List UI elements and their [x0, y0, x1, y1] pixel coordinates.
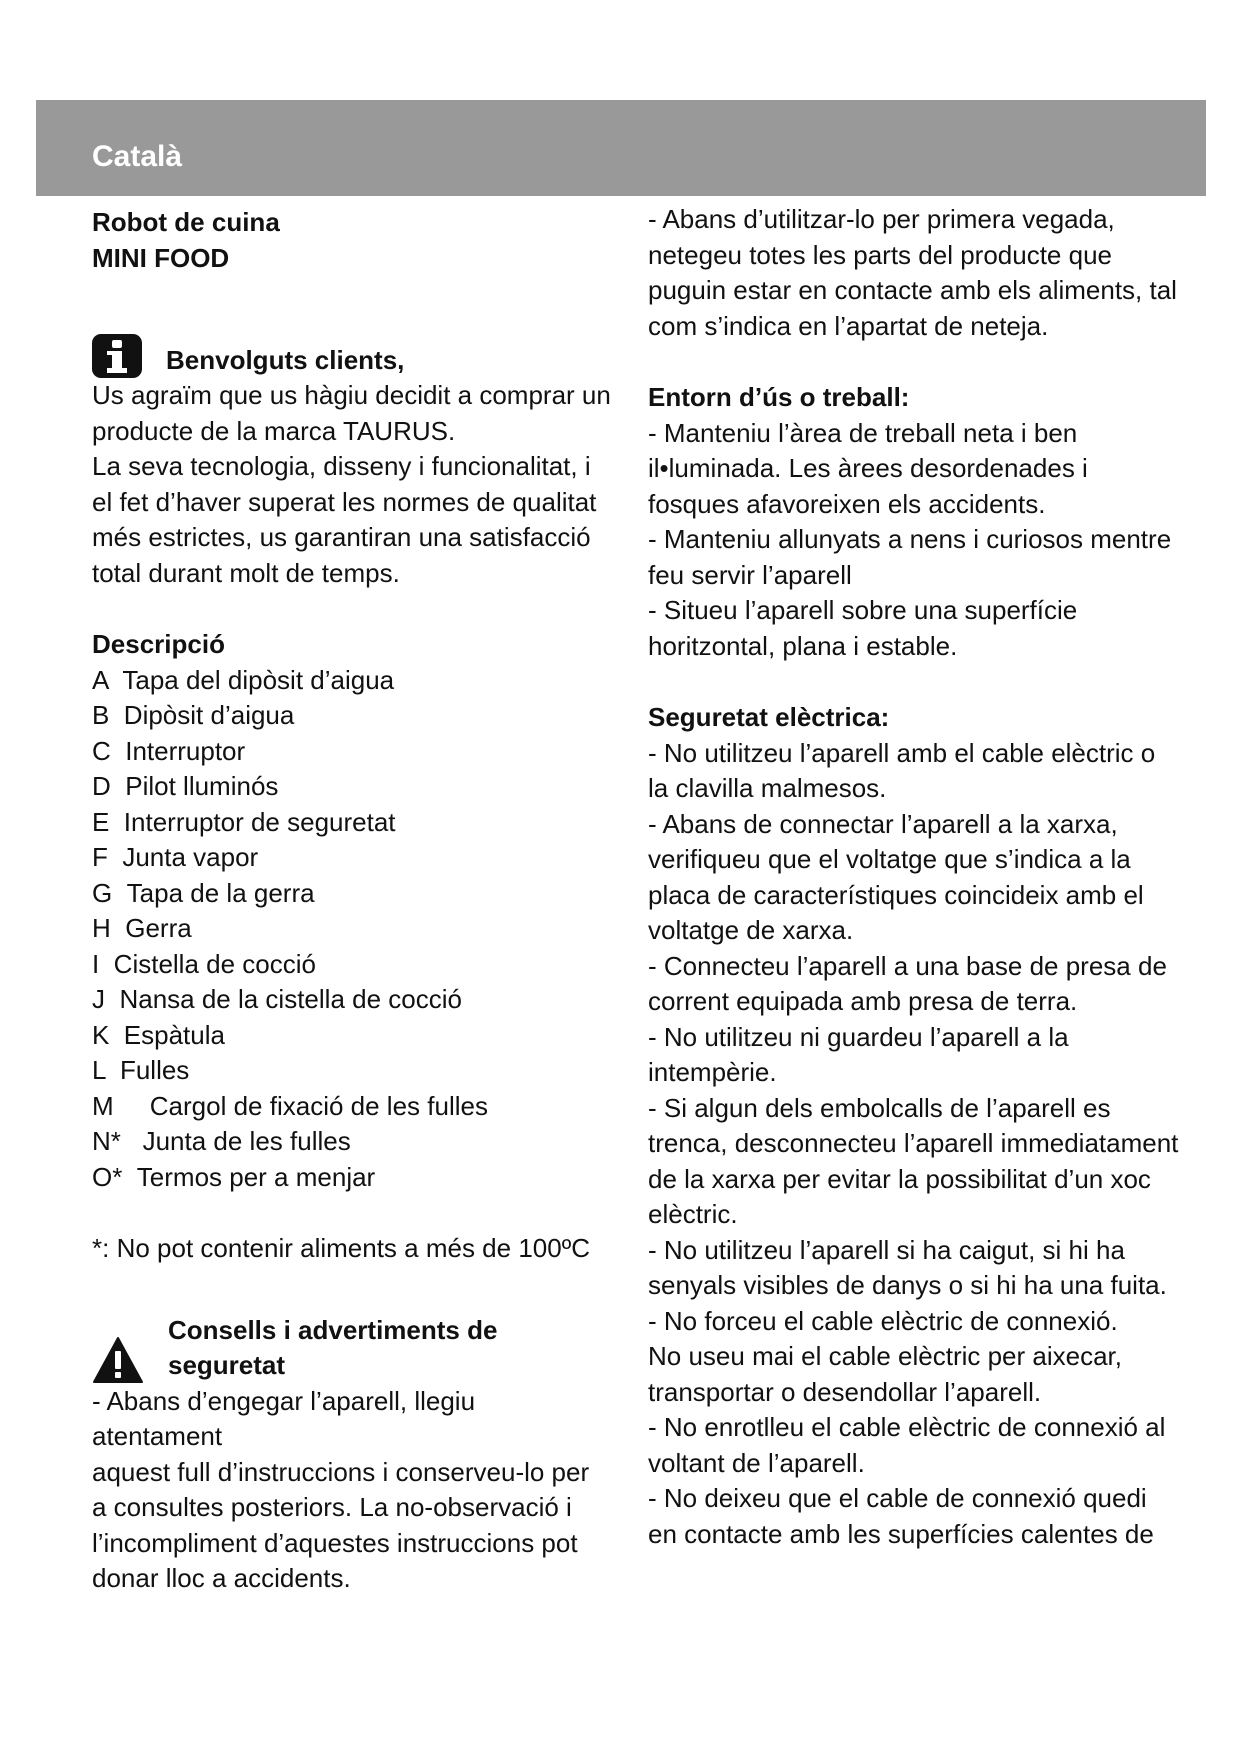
environment-heading: Entorn d’ús o treball:: [648, 382, 910, 412]
environment-line: - Manteniu l’àrea de treball neta i ben: [648, 417, 1078, 448]
welcome-line: Us agraïm que us hàgiu decidit a comprar un: [92, 380, 611, 410]
description-item-text: Interruptor: [125, 735, 246, 766]
environment-line: - Situeu l’aparell sobre una superfície: [648, 595, 1078, 625]
description-item: [92, 911, 612, 947]
product-type: Robot de cuina: [92, 207, 280, 237]
description-item-code: B: [92, 700, 124, 730]
electrical-line: - No enrotlleu el cable elèctric de connexió al: [648, 1412, 1166, 1442]
electrical-line: trenca, desconnecteu l’aparell immediatament: [648, 1128, 1179, 1158]
language-header-bar: [36, 100, 1206, 196]
electrical-line: senyals visibles de danys o si hi ha una fuita.: [648, 1270, 1167, 1300]
electrical-line: elèctric.: [648, 1199, 738, 1229]
welcome-heading-row: [92, 334, 612, 378]
electrical-line: - Abans de connectar l’aparell a la xarxa,: [648, 808, 1118, 839]
welcome-text: [92, 378, 612, 591]
electrical-line: la clavilla malmesos.: [648, 773, 887, 803]
welcome-line: el fet d’haver superat les normes de qualitat: [92, 486, 597, 517]
description-item-code: O*: [92, 1161, 137, 1192]
description-item-code: J: [92, 984, 120, 1014]
first-use-text: [648, 202, 1188, 344]
description-item: [92, 840, 612, 876]
description-item-text: Tapa de la gerra: [126, 877, 315, 908]
electrical-line: placa de característiques coincideix amb el: [648, 879, 1144, 910]
electrical-line: en contacte amb les superfícies calentes de: [648, 1518, 1154, 1549]
environment-line: feu servir l’aparell: [648, 559, 852, 590]
electrical-line: - No utilitzeu l’aparell amb el cable elèctric o: [648, 737, 1156, 768]
description-item: [92, 1124, 612, 1160]
description-item-code: F: [92, 842, 123, 872]
description-item-code: K: [92, 1019, 124, 1050]
welcome-line: més estrictes, us garantiran una satisfacció: [92, 522, 591, 552]
description-item-code: H: [92, 913, 126, 943]
description-item: [92, 876, 612, 912]
description-item-text: Interruptor de seguretat: [123, 806, 396, 837]
welcome-line: total durant molt de temps.: [92, 557, 400, 588]
description-item-text: Junta vapor: [122, 842, 259, 872]
description-item-text: Cistella de cocció: [113, 948, 316, 979]
description-item-code: I: [92, 948, 114, 979]
description-item-code: D: [92, 771, 126, 801]
electrical-line: voltant de l’aparell.: [648, 1447, 865, 1478]
description-item-text: Nansa de la cistella de cocció: [119, 984, 462, 1014]
electrical-line: transportar o desendollar l’aparell.: [648, 1376, 1042, 1407]
electrical-text: [648, 736, 1188, 1553]
description-item: [92, 698, 612, 734]
temperature-note: *: No pot contenir aliments a més de 100ºC: [92, 1233, 590, 1263]
description-item-code: G: [92, 877, 127, 908]
description-item-text: Tapa del dipòsit d’aigua: [122, 664, 395, 695]
environment-line: horitzontal, plana i estable.: [648, 630, 958, 661]
safety-line: donar lloc a accidents.: [92, 1563, 351, 1593]
electrical-line: - No deixeu que el cable de connexió quedi: [648, 1483, 1147, 1513]
description-item-code: L: [92, 1055, 120, 1085]
environment-line: - Manteniu allunyats a nens i curiosos mentre: [648, 524, 1172, 554]
description-item: [92, 982, 612, 1018]
description-item: [92, 1160, 612, 1196]
first-use-line: com s’indica en l’apartat de neteja.: [648, 310, 1049, 341]
description-list: [92, 663, 612, 1196]
info-icon: [92, 334, 142, 378]
welcome-line: La seva tecnologia, disseny i funcionalitat, i: [92, 451, 591, 481]
environment-line: il•luminada. Les àrees desordenades i: [648, 453, 1088, 483]
electrical-line: - Si algun dels embolcalls de l’aparell es: [648, 1092, 1111, 1123]
description-item-code: A: [92, 664, 123, 695]
left-column: [92, 205, 612, 1597]
description-item: [92, 769, 612, 805]
description-item-code: C: [92, 735, 126, 766]
safety-line: a consultes posteriors. La no-observació i: [92, 1492, 572, 1522]
description-item: [92, 1053, 612, 1089]
description-item: [92, 1018, 612, 1054]
description-item: [92, 734, 612, 770]
first-use-line: netegeu totes les parts del producte que: [648, 239, 1112, 270]
safety-text: [92, 1384, 612, 1597]
description-heading: Descripció: [92, 629, 225, 659]
right-column: [648, 202, 1188, 1552]
electrical-line: No useu mai el cable elèctric per aixecar,: [648, 1341, 1123, 1371]
description-item-text: Dipòsit d’aigua: [123, 700, 295, 730]
safety-line: l’incompliment d’aquestes instruccions pot: [92, 1527, 578, 1558]
description-item: [92, 663, 612, 699]
description-item-text: Espàtula: [123, 1019, 225, 1050]
language-title: Català: [92, 140, 183, 173]
electrical-line: voltatge de xarxa.: [648, 915, 854, 945]
description-item-code: M: [92, 1090, 150, 1121]
electrical-line: intempèrie.: [648, 1057, 777, 1087]
description-item: [92, 805, 612, 841]
product-model: MINI FOOD: [92, 242, 230, 273]
description-item-code: E: [92, 806, 124, 837]
electrical-line: - No forceu el cable elèctric de connexió.: [648, 1305, 1118, 1336]
safety-line: - Abans d’engegar l’aparell, llegiu atentament: [92, 1385, 476, 1451]
safety-heading-row: [92, 1313, 612, 1384]
warning-icon: [92, 1336, 144, 1384]
description-item: [92, 947, 612, 983]
first-use-line: - Abans d’utilitzar-lo per primera vegada,: [648, 204, 1115, 234]
environment-line: fosques afavoreixen els accidents.: [648, 488, 1046, 519]
electrical-line: - No utilitzeu l’aparell si ha caigut, si hi ha: [648, 1234, 1125, 1265]
description-item: [92, 1089, 612, 1125]
description-item-text: Fulles: [119, 1055, 190, 1085]
electrical-line: de la xarxa per evitar la possibilitat d’un xoc: [648, 1163, 1151, 1194]
safety-heading: Consells i advertiments de seguretat: [168, 1314, 498, 1380]
electrical-line: verifiqueu que el voltatge que s’indica a la: [648, 844, 1131, 874]
description-item-code: N*: [92, 1126, 143, 1156]
welcome-heading: Benvolguts clients,: [166, 344, 405, 375]
description-item-text: Cargol de fixació de les fulles: [149, 1090, 488, 1121]
environment-text: [648, 416, 1188, 665]
electrical-line: corrent equipada amb presa de terra.: [648, 986, 1078, 1016]
safety-line: aquest full d’instruccions i conserveu-lo per: [92, 1456, 590, 1487]
welcome-line: producte de la marca TAURUS.: [92, 415, 456, 446]
description-item-text: Pilot lluminós: [125, 771, 279, 801]
electrical-heading: Seguretat elèctrica:: [648, 702, 890, 732]
electrical-line: - No utilitzeu ni guardeu l’aparell a la: [648, 1021, 1069, 1052]
description-item-text: Junta de les fulles: [142, 1126, 351, 1156]
description-item-text: Termos per a menjar: [136, 1161, 376, 1192]
first-use-line: puguin estar en contacte amb els aliments, tal: [648, 275, 1177, 305]
description-item-text: Gerra: [125, 913, 192, 943]
electrical-line: - Connecteu l’aparell a una base de presa de: [648, 950, 1167, 981]
